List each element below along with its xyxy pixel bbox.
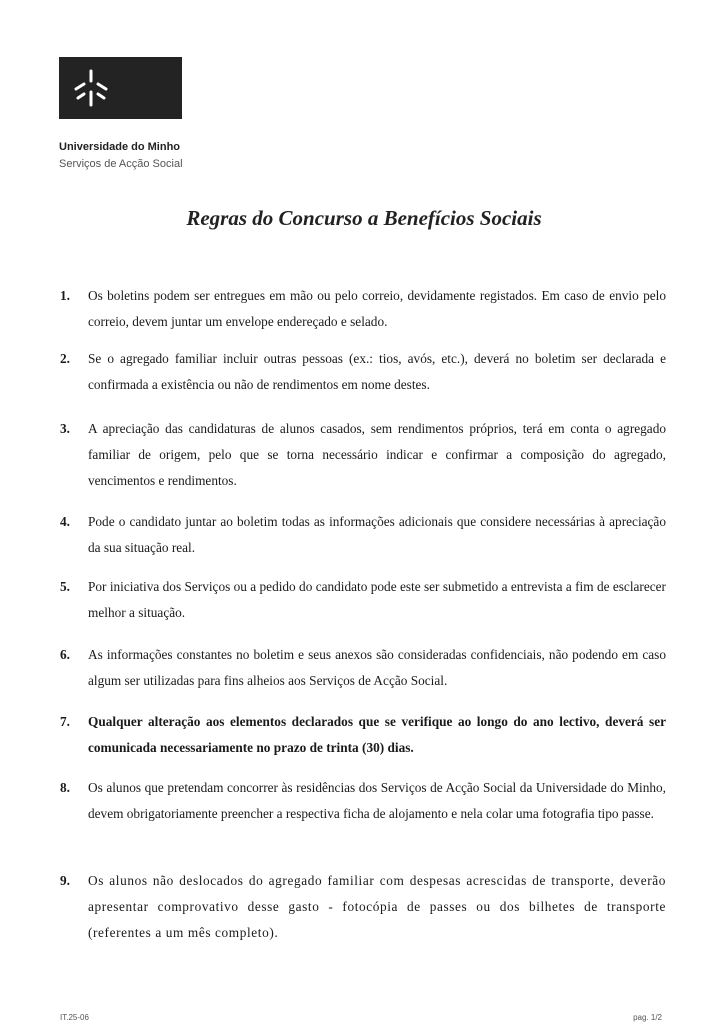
rule-6 [60,642,666,694]
rule-9 [60,868,666,946]
page-title: Regras do Concurso a Benefícios Sociais [186,206,542,230]
rule-number: 1. [60,288,70,303]
rule-3 [60,416,666,494]
rule-number: 9. [60,873,70,888]
rule-text: Os alunos que pretendam concorrer às residências dos Serviços de Acção Social da Universidade do Minho, devem obrigatoriamente preencher a respectiva ficha de alojamento e nela colar uma fotografia tipo passe. [88,780,666,821]
page-number: pag. 1/2 [633,1013,662,1022]
document-code: IT.25-06 [60,1013,89,1022]
rule-4 [60,509,666,561]
org-name: Universidade do Minho [59,141,181,153]
rule-text: A apreciação das candidaturas de alunos casados, sem rendimentos próprios, terá em conta o agregado familiar de origem, pelo que se torna necessário indicar e confirmar a composição do agregado, vencimentos e rendimentos. [88,421,666,488]
rule-number: 8. [60,780,70,795]
rule-text: Os boletins podem ser entregues em mão ou pelo correio, devidamente registados. Em caso de envio pelo correio, devem juntar um envelope endereçado e selado. [88,288,666,329]
rule-text: Por iniciativa dos Serviços ou a pedido do candidato pode este ser submetido a entrevista a fim de esclarecer melhor a situação. [88,579,666,620]
rule-number: 7. [60,714,70,729]
organization-header [59,140,183,171]
rule-8 [60,775,666,827]
org-subtitle: Serviços de Acção Social [59,158,183,170]
rule-7 [60,709,666,761]
rule-1 [60,283,666,335]
rule-text: Qualquer alteração aos elementos declarados que se verifique ao longo do ano lectivo, deverá ser comunicada necessariamente no prazo de trinta (30) dias. [88,714,666,755]
rule-number: 4. [60,514,70,529]
rule-5 [60,574,666,626]
rule-2 [60,346,666,398]
rule-text: Se o agregado familiar incluir outras pessoas (ex.: tios, avós, etc.), deverá no boletim ser declarada e confirmada a existência ou não de rendimentos em nome destes. [88,351,666,392]
rule-text: As informações constantes no boletim e seus anexos são consideradas confidenciais, não podendo em caso algum ser utilizadas para fins alheios aos Serviços de Acção Social. [88,647,666,688]
rule-number: 6. [60,647,70,662]
rule-number: 2. [60,351,70,366]
rule-number: 3. [60,421,70,436]
rule-text: Os alunos não deslocados do agregado familiar com despesas acrescidas de transporte, deverão apresentar comprovativo desse gasto - fotocópia de passes ou dos bilhetes de transporte (referentes a um mês completo). [88,873,666,940]
rule-text: Pode o candidato juntar ao boletim todas as informações adicionais que considere necessárias à apreciação da sua situação real. [88,514,666,555]
university-sun-icon [71,67,121,109]
rule-number: 5. [60,579,70,594]
university-logo [59,57,182,119]
